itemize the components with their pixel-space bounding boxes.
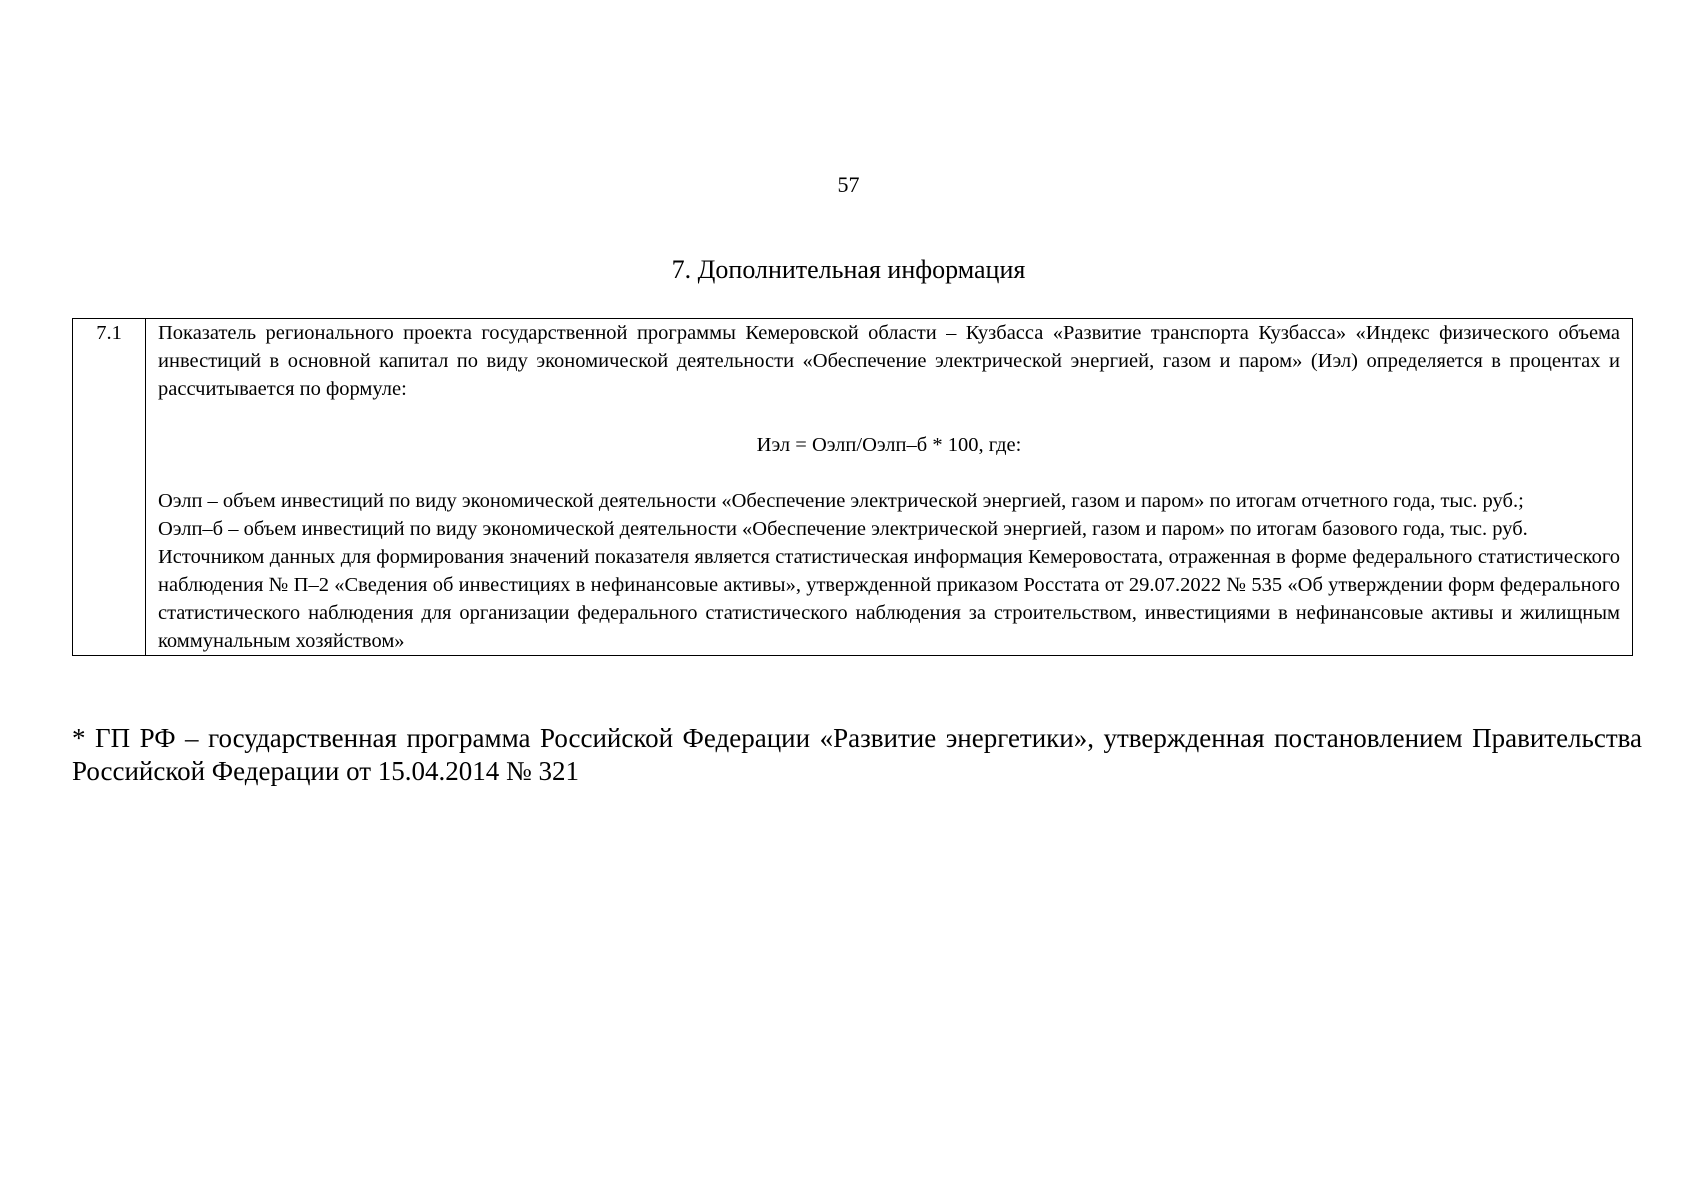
section-title: 7. Дополнительная информация (671, 255, 1026, 284)
row-number-cell: 7.1 (73, 319, 146, 656)
additional-info-table (72, 318, 1633, 656)
definition-base-year: Оэлп–б – объем инвестиций по виду экономической деятельности «Обеспечение электрической энергией, газом и паром» по итогам базового года, тыс. руб. (158, 518, 1528, 540)
formula: Иэл = Оэлп/Оэлп–б * 100, где: (756, 434, 1022, 456)
table-row (73, 319, 1633, 656)
footnote: * ГП РФ – государственная программа Российской Федерации «Развитие энергетики», утвержденная постановлением Правительства Российской Федерации от 15.04.2014 № 321 (72, 723, 1642, 786)
indicator-description: Показатель регионального проекта государственной программы Кемеровской области – Кузбасса «Развитие транспорта Кузбасса» «Индекс физического объема инвестиций в основной капитал по виду экономической деятельности «Обеспечение электрической энергией, газом и паром» (Иэл) определяется в процентах и рассчитывается по формуле: (158, 322, 1620, 400)
row-content-cell (146, 319, 1633, 656)
page-number: 57 (837, 172, 860, 197)
data-source: Источником данных для формирования значений показателя является статистическая информация Кемеровостата, отраженная в форме федерального статистического наблюдения № П–2 «Сведения об инвестициях в нефинансовые активы», утвержденной приказом Росстата от 29.07.2022 № 535 «Об утверждении форм федерального статистического наблюдения для организации федерального статистического наблюдения за строительством, инвестициями в нефинансовые активы и жилищным коммунальным хозяйством» (158, 546, 1620, 652)
definition-current-year: Оэлп – объем инвестиций по виду экономической деятельности «Обеспечение электрической энергией, газом и паром» по итогам отчетного года, тыс. руб.; (158, 490, 1524, 512)
